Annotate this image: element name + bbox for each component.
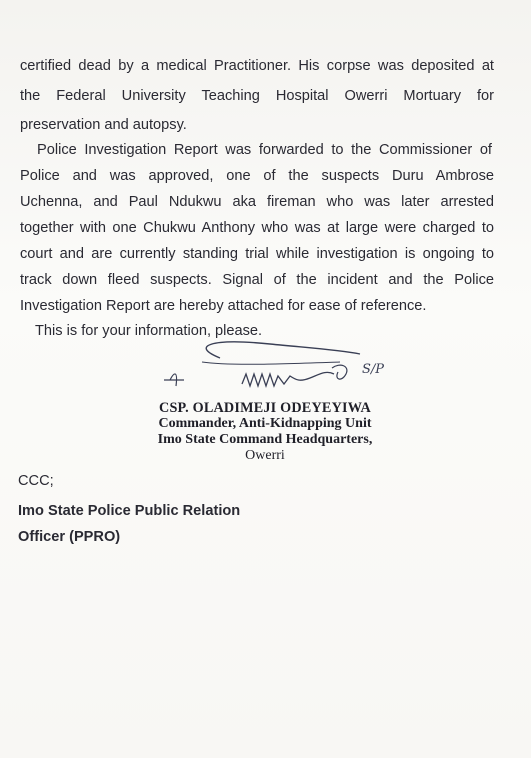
body-line-8: court and are currently standing trial while investigation is ongoing to [20,246,494,262]
body-line-7: together with one Chukwu Anthony who was at large were charged to [20,220,494,236]
cc-recipient-line1: Imo State Police Public Relation [18,503,241,519]
body-line-9: track down fleed suspects. Signal of the incident and the Police [20,272,494,288]
signatory-name: CSP. OLADIMEJI ODEYEYIWA [159,400,371,416]
body-line-2: the Federal University Teaching Hospital Owerri Mortuary for [20,88,494,104]
body-line-6: Uchenna, and Paul Ndukwu aka fireman who was later arrested [20,194,494,210]
body-line-10: Investigation Report are hereby attached for ease of reference. [20,298,427,314]
signature-initials: S/P [362,362,385,377]
cc-label: CCC; [18,473,54,489]
cc-recipient-line2: Officer (PPRO) [18,529,121,545]
signatory-city: Owerri [245,448,285,463]
body-line-5: Police and was approved, one of the suspects Duru Ambrose [20,168,494,184]
body-line-11: This is for your information, please. [35,323,263,339]
body-line-3: preservation and autopsy. [20,117,187,133]
body-line-4: Police Investigation Report was forwarded to the Commissioner of [37,142,492,158]
signatory-title: Commander, Anti-Kidnapping Unit [158,416,372,431]
body-line-1: certified dead by a medical Practitioner. His corpse was deposited at [20,58,494,74]
signatory-hq: Imo State Command Headquarters, [157,432,373,447]
